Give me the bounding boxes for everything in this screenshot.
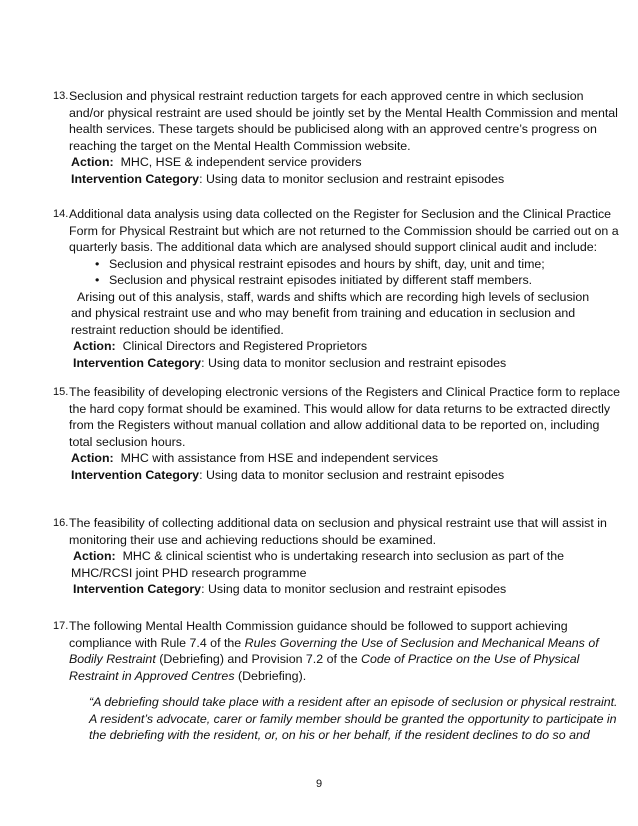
category-line [73,355,593,372]
category-label: Intervention Category [73,582,202,596]
guidance-quote [89,694,618,744]
category-text: : Using data to monitor seclusion and restraint episodes [201,582,507,596]
item-number: 13. [53,90,69,102]
category-line [73,581,593,598]
bullet-text: Seclusion and physical restraint episodes initiated by different staff members. [109,273,533,287]
item-text-line: Additional data analysis using data collected on the Register for Seclusion and the Clinical Practice [69,207,612,221]
category-label: Intervention Category [73,355,202,370]
item-text-line [69,668,593,685]
bullet-text: Seclusion and physical restraint episodes and hours by shift, day, unit and time; [109,256,545,271]
bullet-item [95,272,593,289]
action-text: MHC, HSE & independent service providers [120,155,362,169]
category-text: : Using data to monitor seclusion and restraint episodes [199,171,505,186]
category-text: : Using data to monitor seclusion and restraint episodes [199,467,505,482]
action-line [71,154,593,171]
action-line [73,338,593,355]
quote-line: the debriefing with the resident, or, on his or her behalf, if the resident declines to do so and [89,728,590,742]
action-label: Action: [71,451,114,465]
action-text: MHC & clinical scientist who is undertaking research into seclusion as part of the [122,549,565,563]
document-title-italic: Restraint in Approved Centres [69,668,235,683]
action-label: Action: [73,549,116,563]
item-text-line: quarterly basis. The additional data which are analysed should support clinical audit and include: [69,240,598,254]
item-text-line: Arising out of this analysis, staff, wards and shifts which are recording high levels of seclusion [77,289,590,304]
quote-line: A resident’s advocate, carer or family member should be granted the opportunity to participate in [89,711,617,726]
page-number: 9 [315,778,323,790]
action-text: Clinical Directors and Registered Proprietors [122,339,368,353]
list-item-15 [53,384,620,483]
item-text-line: restraint reduction should be identified. [71,322,284,337]
quote-line: “A debriefing should take place with a resident after an episode of seclusion or physical restraint. [89,695,618,709]
category-line [71,171,593,188]
item-text-line: Seclusion and physical restraint reduction targets for each approved centre in which seclusion [69,89,584,103]
item-text-line: health services. These targets should be publicised along with an approved centre’s progress on [69,122,597,136]
item-text-line: from the Registers without manual collation and allow additional data to be reported on, including [69,418,600,432]
document-title-italic: Code of Practice on the Use of Physical [361,652,580,666]
bullet-icon: • [95,256,100,271]
text-run: (Debriefing). [234,668,307,683]
item-text-line [69,651,593,668]
item-number: 16. [53,517,69,529]
item-number: 14. [53,208,69,220]
item-number: 17. [53,620,69,632]
category-label: Intervention Category [71,171,200,186]
item-text-line: and physical restraint use and who may benefit from training and education in seclusion and [71,306,576,320]
action-text: MHC with assistance from HSE and independent services [120,451,439,465]
item-text-line: the hard copy format should be examined. This would allow for data returns to be extracted directly [69,401,611,416]
bullet-item [95,256,593,273]
item-text-line: reaching the target on the Mental Health Commission website. [69,138,411,153]
item-number: 15. [53,386,69,398]
action-label: Action: [73,339,116,353]
text-run: compliance with Rule 7.4 of the [69,635,245,650]
list-item-14 [53,206,619,371]
action-line [73,548,593,565]
document-title-italic: Rules Governing the Use of Seclusion and Mechanical Means of [244,635,599,650]
category-text: : Using data to monitor seclusion and restraint episodes [201,355,507,370]
list-item-13 [53,88,618,187]
list-item-16 [53,515,607,598]
item-text-line: monitoring their use and achieving reductions should be examined. [69,532,437,547]
document-title-italic: Bodily Restraint [69,652,156,666]
category-line [71,467,593,484]
bullet-icon: • [95,273,100,287]
action-label: Action: [71,155,114,169]
text-run: (Debriefing) and Provision 7.2 of the [155,652,362,666]
item-text-line: The feasibility of collecting additional data on seclusion and physical restraint use that will assist in [69,516,607,530]
action-continuation: MHC/RCSI joint PHD research programme [71,565,307,580]
item-text-line [69,635,599,652]
item-text-line: Form for Physical Restraint but which are not returned to the Commission should be carried out on a [69,223,619,238]
action-line [71,450,593,467]
item-text-line: total seclusion hours. [69,434,186,449]
item-text-line: The following Mental Health Commission guidance should be followed to support achieving [69,619,568,633]
list-item-17 [53,618,618,744]
item-text-line: The feasibility of developing electronic versions of the Registers and Clinical Practice form to replace [69,385,620,399]
item-text-line: and/or physical restraint are used should be jointly set by the Mental Health Commission and mental [69,105,618,120]
category-label: Intervention Category [71,467,200,482]
